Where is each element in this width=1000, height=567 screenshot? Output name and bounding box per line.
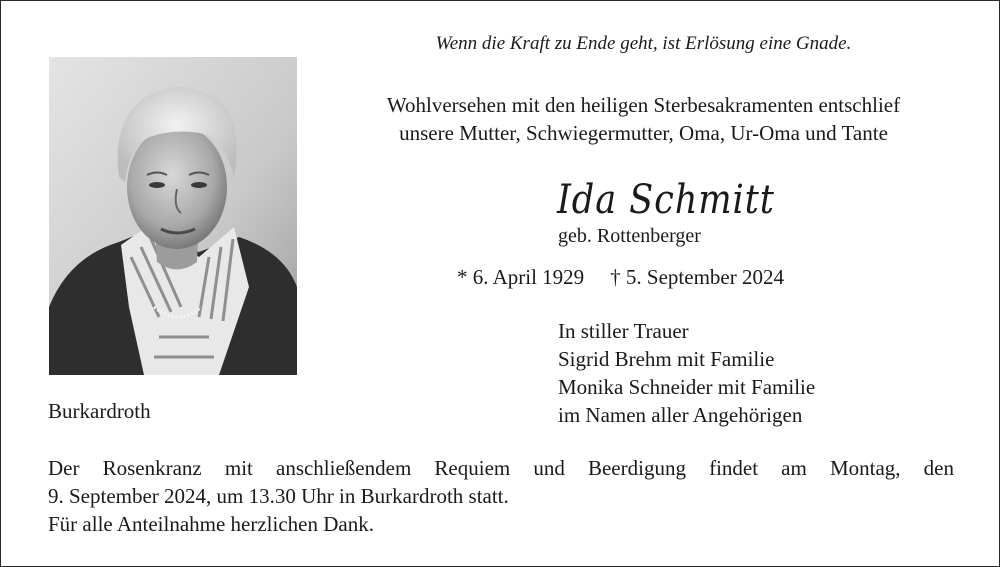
intro-text xyxy=(331,91,956,147)
intro-line-2: unsere Mutter, Schwiegermutter, Oma, Ur-Oma und Tante xyxy=(399,121,888,145)
funeral-notice xyxy=(48,454,954,538)
death-date: † 5. September 2024 xyxy=(610,265,784,289)
motto-quote: Wenn die Kraft zu Ende geht, ist Erlösung eine Gnade. xyxy=(435,33,852,54)
maiden-name: geb. Rottenberger xyxy=(558,225,701,247)
notice-line-1: Der Rosenkranz mit anschließendem Requiem und Beerdigung findet am Montag, den xyxy=(48,456,954,480)
mourners-line: Monika Schneider mit Familie xyxy=(558,375,816,399)
intro-line-1: Wohlversehen mit den heiligen Sterbesakramenten entschlief xyxy=(386,93,901,117)
life-dates xyxy=(457,265,784,290)
notice-line-2: 9. September 2024, um 13.30 Uhr in Burkardroth statt. xyxy=(48,484,509,508)
portrait-photo xyxy=(49,57,297,375)
portrait-image xyxy=(49,57,297,375)
place-name: Burkardroth xyxy=(48,399,151,423)
notice-line-3: Für alle Anteilnahme herzlichen Dank. xyxy=(48,512,374,536)
mourners-line: im Namen aller Angehörigen xyxy=(558,403,803,427)
birth-date: * 6. April 1929 xyxy=(457,265,585,289)
mourners-list xyxy=(558,317,815,429)
deceased-name: Ida Schmitt xyxy=(557,177,775,223)
mourners-line: In stiller Trauer xyxy=(558,319,689,343)
mourners-line: Sigrid Brehm mit Familie xyxy=(558,347,775,371)
